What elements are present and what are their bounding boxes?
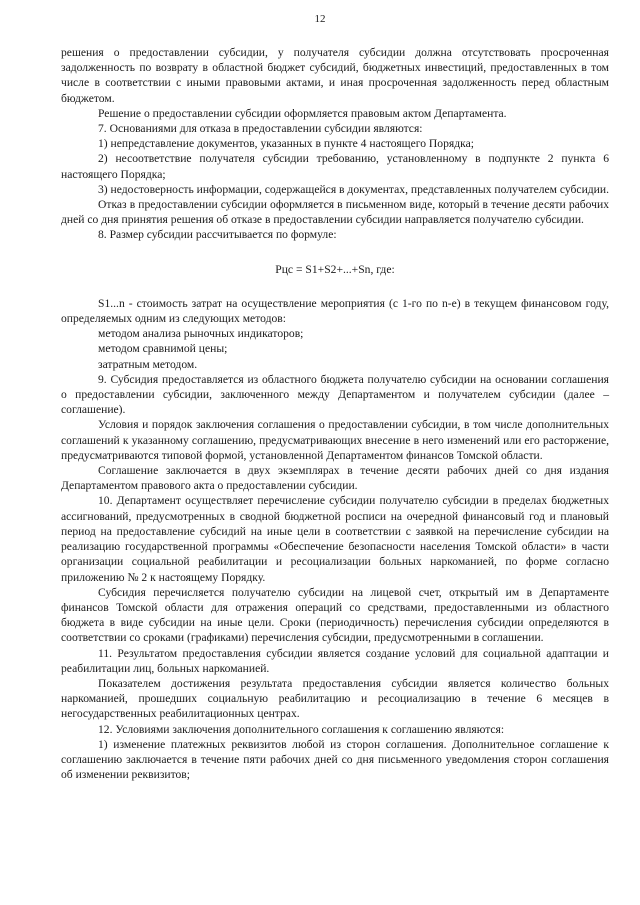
paragraph: Показателем достижения результата предоставления субсидии является количество больных наркоманией, прошедших социальную реабилитацию и ресоциализацию в течение 6 месяцев в негосударственных реабилитационных центрах. [61, 676, 609, 721]
paragraph: Соглашение заключается в двух экземплярах в течение десяти рабочих дней со дня издания Департаментом правового акта о предоставлении субсидии. [61, 464, 609, 493]
paragraph: 8. Размер субсидии рассчитывается по формуле: [98, 228, 337, 242]
paragraph: 1) изменение платежных реквизитов любой из сторон соглашения. Дополнительное соглашение к соглашению заключается в течение пяти рабочих дней со дня письменного уведомления сторон соглашения об изменении реквизитов; [61, 737, 609, 782]
paragraph: 11. Результатом предоставления субсидии является создание условий для социальной адаптации и реабилитации лиц, больных наркоманией. [61, 646, 609, 675]
paragraph: методом анализа рыночных индикаторов; [98, 327, 304, 341]
paragraph: 12. Условиями заключения дополнительного соглашения к соглашению являются: [98, 722, 505, 736]
paragraph: методом сравнимой цены; [98, 342, 228, 356]
paragraph: Решение о предоставлении субсидии оформляется правовым актом Департамента. [98, 106, 507, 120]
paragraph: 1) непредставление документов, указанных в пункте 4 настоящего Порядка; [98, 137, 474, 151]
page-number: 12 [314, 13, 326, 25]
paragraph: решения о предоставлении субсидии, у получателя субсидии должна отсутствовать просроченная задолженность по возврату в областной бюджет субсидий, бюджетных инвестиций, предоставленных в том числе в соответствии с иными правовыми актами, и иная просроченная задолженность перед областным бюджетом. [61, 46, 609, 105]
paragraph: 2) несоответствие получателя субсидии требованию, установленному в подпункте 2 пункта 6 настоящего Порядка; [61, 152, 609, 181]
paragraph: затратным методом. [98, 357, 198, 371]
paragraph: S1...n - стоимость затрат на осуществление мероприятия (с 1-го по n-е) в текущем финансовом году, определяемых одним из следующих методов: [61, 296, 609, 326]
paragraph: 7. Основаниями для отказа в предоставлении субсидии являются: [98, 122, 423, 136]
formula: Рцс = S1+S2+...+Sn, где: [275, 262, 395, 276]
paragraph: 10. Департамент осуществляет перечисление субсидии получателю субсидии в пределах бюджетных ассигнований, предусмотренных в сводной бюджетной росписи на очередной финансовый год и плановый период на предоставление субсидий на иные цели в соответствии с заявкой на перечисление субсидии на реализацию государственной программы «Обеспечение безопасности населения Томской области» в части организации социальной реабилитации и ресоциализации больных наркоманией, по форме согласно приложению № 2 к настоящему Порядку. [61, 494, 609, 584]
document-body [61, 45, 609, 782]
paragraph: 9. Субсидия предоставляется из областного бюджета получателю субсидии на основании соглашения о предоставлении субсидии, заключенного между Департаментом и получателем субсидии (далее – соглашение). [61, 372, 609, 417]
paragraph: Условия и порядок заключения соглашения о предоставлении субсидии, в том числе дополнительных соглашений к указанному соглашению, предусматривающих внесение в него изменений или его расторжение, предусматриваются типовой формой, установленной Департаментом финансов Томской области. [61, 418, 609, 462]
paragraph: Отказ в предоставлении субсидии оформляется в письменном виде, который в течение десяти рабочих дней со дня принятия решения об отказе в предоставлении субсидии направляется получателю субсидии. [61, 198, 609, 227]
paragraph: Субсидия перечисляется получателю субсидии на лицевой счет, открытый им в Департаменте финансов Томской области для отражения операций со средствами, предоставленными из областного бюджета в виде субсидии на иные цели. Сроки (периодичность) перечисления субсидии определяются в соответствии со сроками (графиками) перечисления субсидии, предусмотренными в соглашении. [61, 585, 609, 645]
paragraph: 3) недостоверность информации, содержащейся в документах, представленных получателем субсидии. [98, 182, 609, 196]
